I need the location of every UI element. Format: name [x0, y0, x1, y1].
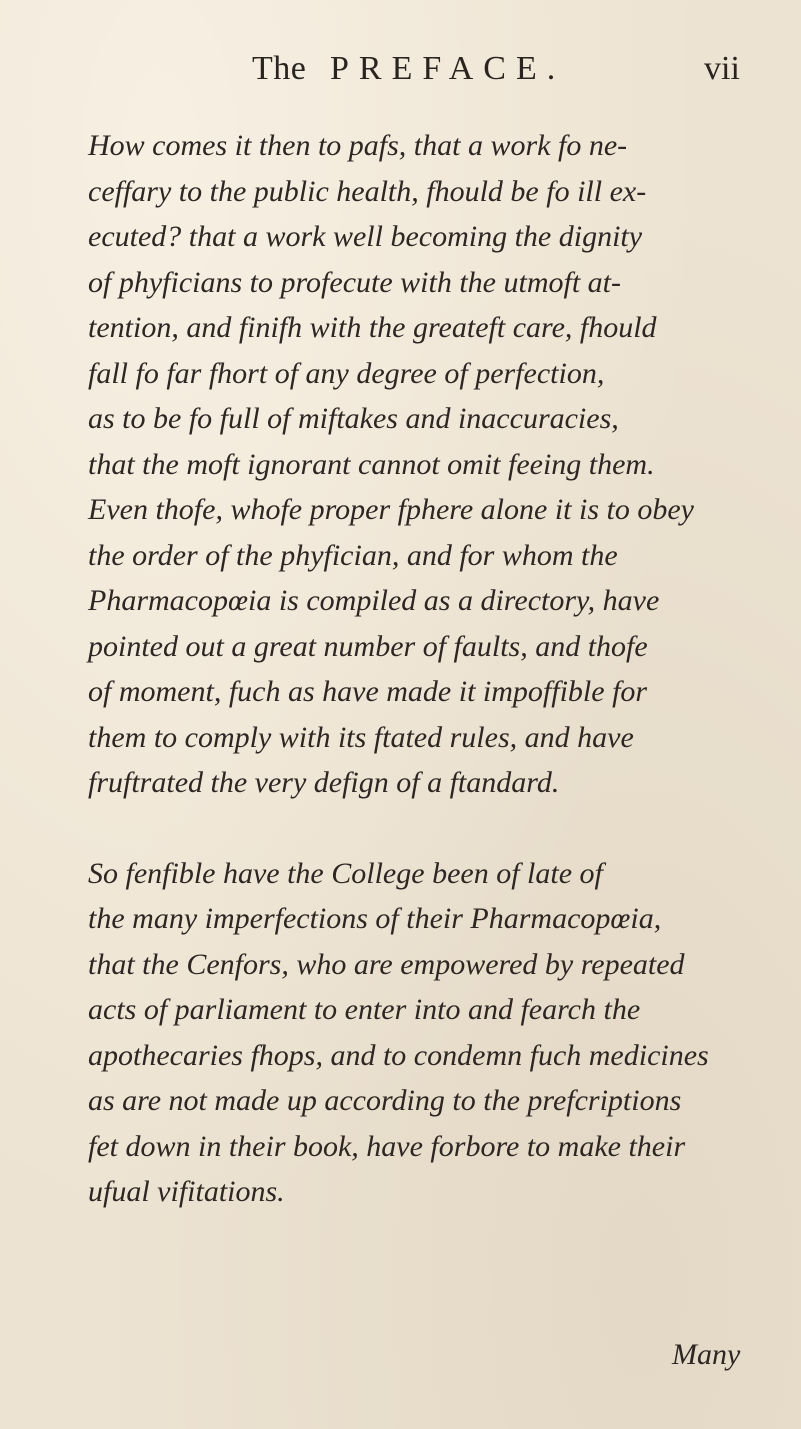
text-line: So fenfible have the College been of late of [88, 856, 603, 890]
text-line: Even thofe, whofe proper fphere alone it is to obey [88, 493, 694, 526]
text-line: acts of parliament to enter into and fearch the [88, 993, 641, 1026]
text-line: pointed out a great number of faults, and thofe [88, 629, 648, 663]
text-line: as are not made up according to the prefcriptions [88, 1084, 682, 1117]
text-line: the many imperfections of their Pharmacopœia, [88, 902, 662, 935]
text-line: fall fo far fhort of any degree of perfection, [88, 356, 605, 390]
text-line: of moment, fuch as have made it impoffible for [88, 675, 648, 708]
text-line: apothecaries fhops, and to condemn fuch medicines [88, 1038, 709, 1072]
text-line: ufual vifitations. [88, 1175, 285, 1208]
text-line: Pharmacopœia is compiled as a directory, have [88, 584, 660, 617]
text-line: the order of the phyfician, and for whom the [88, 538, 618, 572]
text-line: them to comply with its ftated rules, and have [88, 720, 634, 754]
paragraph-1 [88, 123, 748, 806]
page-number: vii [704, 50, 740, 87]
running-head-the: The [252, 50, 307, 87]
catchword: Many [672, 1338, 741, 1371]
running-head [0, 42, 801, 92]
body-text [88, 123, 748, 1215]
running-head-title: PREFACE. [330, 50, 566, 87]
text-line: as to be fo full of miftakes and inaccuracies, [88, 402, 619, 435]
text-line: fet down in their book, have forbore to make their [88, 1129, 686, 1163]
text-line: ecuted? that a work well becoming the dignity [88, 220, 643, 253]
text-line: that the moft ignorant cannot omit feeing them. [88, 447, 655, 481]
text-line: of phyficians to profecute with the utmoft at- [88, 265, 621, 299]
text-line: fruftrated the very defign of a ftandard. [88, 766, 560, 799]
text-line: tention, and finifh with the greateft care, fhould [88, 311, 657, 344]
text-line: ceffary to the public health, fhould be fo ill ex- [88, 174, 647, 208]
text-line: that the Cenfors, who are empowered by repeated [88, 947, 685, 981]
paragraph-2 [88, 851, 748, 1215]
text-line: How comes it then to pafs, that a work fo ne- [88, 129, 628, 162]
